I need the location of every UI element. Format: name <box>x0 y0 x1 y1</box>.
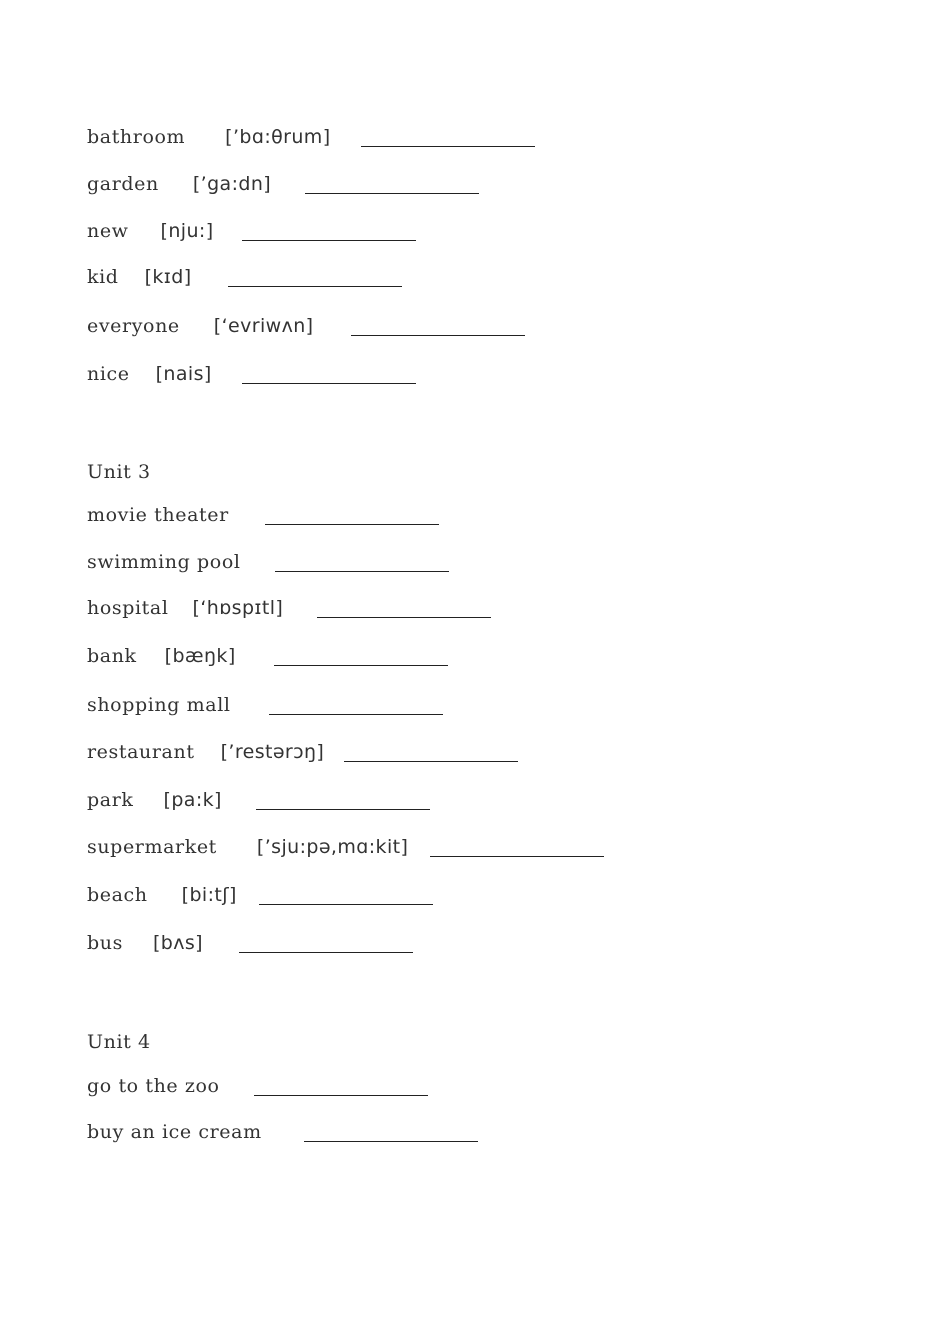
answer-blank[interactable] <box>430 840 604 857</box>
vocab-phonetic: [pa:k] <box>163 789 222 811</box>
vocab-row-shopping-mall <box>87 694 443 724</box>
vocab-word: park <box>87 789 134 811</box>
answer-blank[interactable] <box>317 601 491 618</box>
vocab-word: bank <box>87 645 137 667</box>
vocab-phonetic: [nju:] <box>160 220 214 242</box>
vocab-row-garden <box>87 173 479 203</box>
vocab-row-bus <box>87 932 413 962</box>
answer-blank[interactable] <box>269 698 443 715</box>
answer-blank[interactable] <box>351 319 525 336</box>
vocab-row-hospital <box>87 597 491 627</box>
vocab-row-go-to-the-zoo <box>87 1075 428 1105</box>
vocab-row-beach <box>87 884 433 914</box>
vocab-phonetic: [‘evriwʌn] <box>213 315 314 337</box>
answer-blank[interactable] <box>304 1125 478 1142</box>
vocab-row-bathroom <box>87 126 535 156</box>
vocab-row-restaurant <box>87 741 518 771</box>
answer-blank[interactable] <box>239 936 413 953</box>
vocab-word: garden <box>87 173 159 195</box>
vocab-word: swimming pool <box>87 551 241 573</box>
answer-blank[interactable] <box>242 367 416 384</box>
vocab-row-everyone <box>87 315 525 345</box>
vocab-row-movie-theater <box>87 504 439 534</box>
vocab-phonetic: [’ga:dn] <box>192 173 272 195</box>
vocab-row-nice <box>87 363 416 393</box>
answer-blank[interactable] <box>259 888 433 905</box>
vocab-word: kid <box>87 266 119 288</box>
vocab-row-kid <box>87 266 402 296</box>
vocab-row-buy-an-ice-cream <box>87 1121 478 1151</box>
unit-3-heading: Unit 3 <box>87 461 151 483</box>
vocab-phonetic: [’bɑ:θrum] <box>225 126 331 148</box>
vocab-row-swimming-pool <box>87 551 449 581</box>
vocab-word: movie theater <box>87 504 229 526</box>
vocab-phonetic: [kɪd] <box>144 266 192 288</box>
answer-blank[interactable] <box>361 130 535 147</box>
vocab-phonetic: [bæŋk] <box>164 645 236 667</box>
vocab-phonetic: [’restərɔŋ] <box>220 741 325 763</box>
answer-blank[interactable] <box>305 177 479 194</box>
answer-blank[interactable] <box>344 745 518 762</box>
vocab-word: go to the zoo <box>87 1075 220 1097</box>
vocab-word: restaurant <box>87 741 195 763</box>
vocab-word: shopping mall <box>87 694 231 716</box>
vocab-row-bank <box>87 645 448 675</box>
answer-blank[interactable] <box>256 793 430 810</box>
answer-blank[interactable] <box>275 555 449 572</box>
vocab-word: bus <box>87 932 123 954</box>
vocab-phonetic: [bi:tʃ] <box>181 884 237 906</box>
answer-blank[interactable] <box>265 508 439 525</box>
vocab-phonetic: [’sju:pə,mɑ:kit] <box>256 836 409 858</box>
vocab-word: nice <box>87 363 130 385</box>
answer-blank[interactable] <box>242 224 416 241</box>
vocab-phonetic: [‘hɒspɪtl] <box>192 597 284 619</box>
vocab-word: new <box>87 220 129 242</box>
vocab-word: buy an ice cream <box>87 1121 262 1143</box>
unit-4-heading: Unit 4 <box>87 1031 151 1053</box>
vocab-row-supermarket <box>87 836 604 866</box>
answer-blank[interactable] <box>228 270 402 287</box>
vocab-phonetic: [bʌs] <box>152 932 203 954</box>
vocab-phonetic: [nais] <box>155 363 212 385</box>
vocab-word: bathroom <box>87 126 186 148</box>
vocab-word: hospital <box>87 597 169 619</box>
answer-blank[interactable] <box>274 649 448 666</box>
answer-blank[interactable] <box>254 1079 428 1096</box>
vocab-row-park <box>87 789 430 819</box>
vocab-word: everyone <box>87 315 180 337</box>
vocab-row-new <box>87 220 416 250</box>
vocab-word: beach <box>87 884 148 906</box>
vocab-word: supermarket <box>87 836 217 858</box>
